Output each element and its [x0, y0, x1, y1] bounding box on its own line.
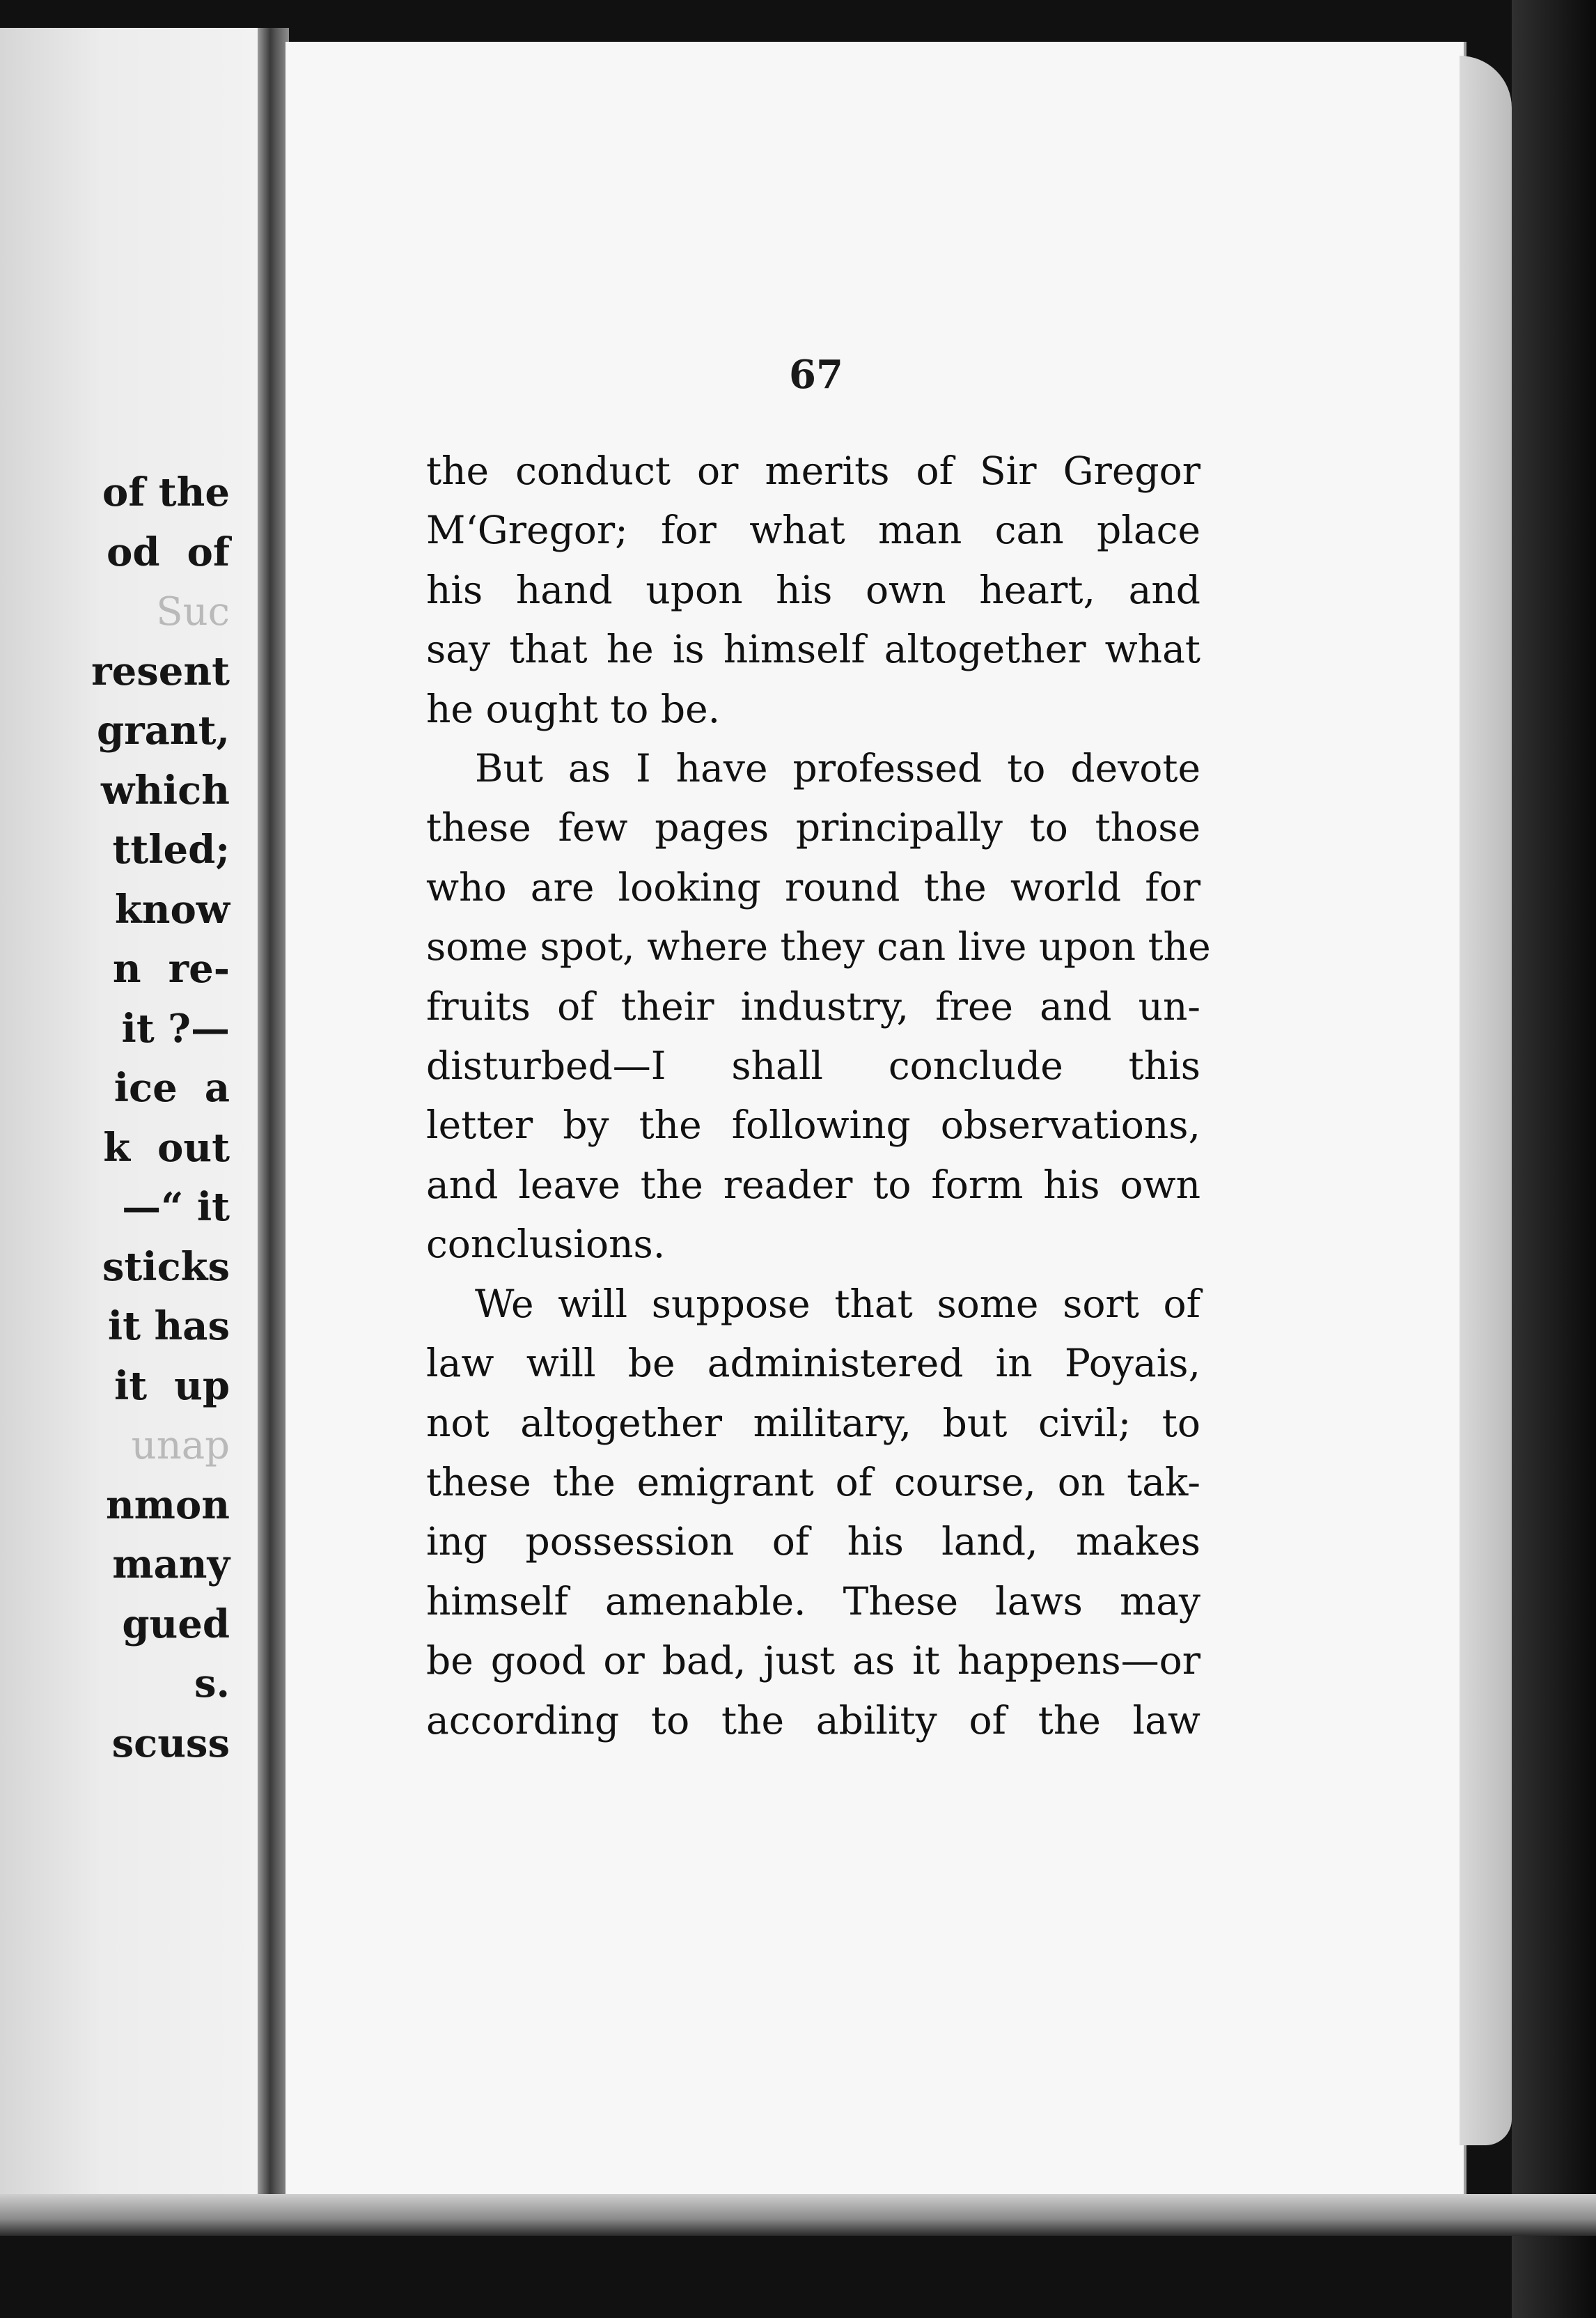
text-line: some spot, where they can live upon the — [426, 924, 1211, 970]
text-line: these the emigrant of course, on tak- — [426, 1459, 1200, 1504]
left-line: sticks — [102, 1243, 230, 1290]
text-line: fruits of their industry, free and un- — [426, 983, 1200, 1029]
left-line: unap — [131, 1423, 230, 1468]
left-line: of the — [102, 469, 230, 515]
text-line: But as I have professed to devote — [475, 746, 1200, 791]
left-line: k out — [103, 1124, 230, 1171]
text-line: and leave the reader to form his own — [426, 1162, 1200, 1207]
text-line: ing possession of his land, makes — [426, 1519, 1200, 1564]
text-line: be good or bad, just as it happens—or — [426, 1638, 1200, 1683]
left-line: od of — [107, 529, 230, 575]
text-line: say that he is himself altogether what — [426, 627, 1200, 672]
text-line: law will be administered in Poyais, — [426, 1341, 1200, 1386]
left-line: scuss — [111, 1720, 230, 1766]
left-line: it has — [107, 1303, 230, 1349]
text-line: according to the ability of the law — [426, 1697, 1200, 1743]
text-line: these few pages principally to those — [426, 805, 1200, 850]
text-line: We will suppose that some sort of — [475, 1281, 1200, 1326]
left-line: resent — [91, 648, 230, 694]
left-line: it up — [114, 1362, 230, 1409]
left-line: it ?— — [121, 1005, 230, 1052]
book-gutter — [258, 28, 289, 2208]
text-line: the conduct or merits of Sir Gregor — [426, 449, 1200, 493]
left-line: s. — [194, 1660, 230, 1706]
left-page — [0, 28, 258, 2208]
left-line: many — [112, 1541, 230, 1587]
text-line: not altogether military, but civil; to — [426, 1400, 1200, 1445]
page-bottom-edge — [0, 2194, 1596, 2236]
text-line: who are looking round the world for — [426, 864, 1200, 910]
body-text — [426, 442, 1211, 1750]
left-line: know — [114, 886, 230, 933]
page-number: 67 — [789, 352, 843, 398]
text-line: his hand upon his own heart, and — [426, 567, 1200, 612]
left-line: Suc — [156, 589, 230, 635]
text-line: letter by the following observations, — [426, 1103, 1200, 1148]
left-line: —“ it — [122, 1184, 230, 1230]
background-shadow — [1512, 0, 1596, 2318]
left-line: n re- — [112, 946, 230, 992]
left-line: ttled; — [112, 827, 230, 873]
left-line: ice a — [114, 1065, 230, 1111]
left-line: nmon — [105, 1481, 230, 1528]
left-page-text — [91, 463, 230, 1773]
left-line: grant, — [96, 708, 230, 754]
left-line: which — [100, 767, 230, 814]
text-line: himself amenable. These laws may — [426, 1578, 1200, 1624]
text-line: M‘Gregor; for what man can place — [426, 508, 1200, 553]
left-line: gued — [122, 1601, 230, 1647]
text-line: he ought to be. — [426, 686, 721, 731]
text-line: disturbed—I shall conclude this — [426, 1043, 1200, 1089]
page-fore-edge — [1460, 56, 1512, 2145]
text-line: conclusions. — [426, 1222, 666, 1267]
